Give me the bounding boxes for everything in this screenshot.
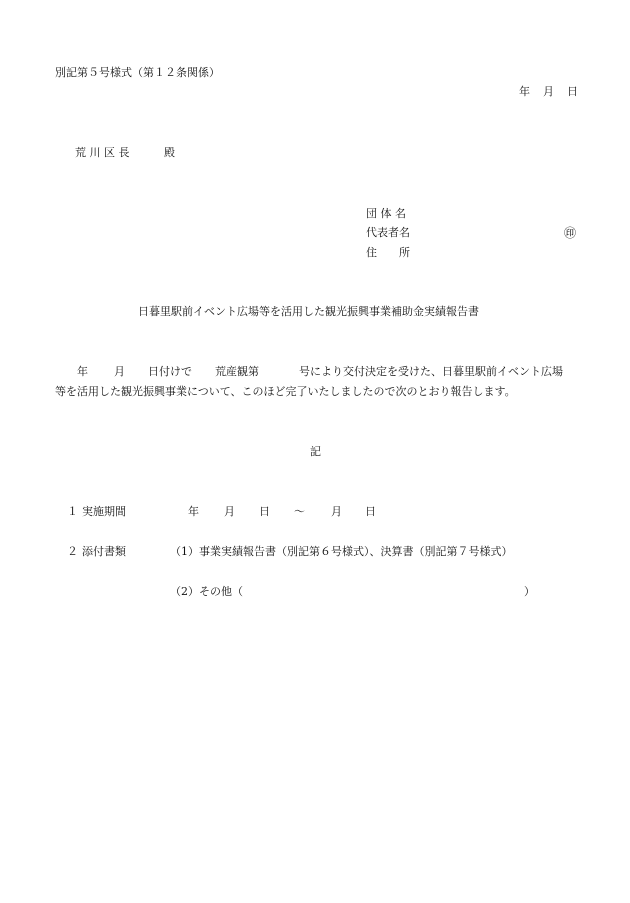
attachments-num: ２ [67,545,78,558]
period-month: 月 [224,505,235,518]
body-day: 日付けで [148,365,192,378]
period-year: 年 [188,505,199,518]
period-month2: 月 [331,505,342,518]
form-number: 別記第５号様式（第１２条関係） [55,66,220,79]
document-title: 日暮里駅前イベント広場等を活用した観光振興事業補助金実績報告書 [138,305,479,318]
body-ref: 荒産観第 [215,365,259,378]
attachments-sub1: （1）事業実績報告書（別記第６号様式）、決算書（別記第７号様式） [170,545,513,558]
seal-icon: ㊞ [564,226,577,240]
applicant-address-label: 住 所 [366,246,410,259]
addressee-name: 荒 川 区 長 [75,146,130,159]
addressee-honorific: 殿 [164,146,175,159]
attachments-label: 添付書類 [82,545,126,558]
date-month: 月 [543,85,554,98]
attachments-sub2-label: （2）その他（ [170,585,243,598]
body-rest: 号により交付決定を受けた、日暮里駅前イベント広場 [299,365,563,378]
date-day: 日 [567,85,578,98]
body-year: 年 [77,365,88,378]
applicant-rep-label: 代表者名 [366,226,410,239]
period-day2: 日 [365,505,376,518]
ki-heading: 記 [310,445,321,458]
period-label: 実施期間 [82,505,126,518]
body-month: 月 [114,365,125,378]
period-day: 日 [259,505,270,518]
period-tilde: 〜 [294,505,305,518]
body-line2: 等を活用した観光振興事業について、このほど完了いたしましたので次のとおり報告します。 [55,385,516,398]
date-year: 年 [519,85,530,98]
period-num: １ [67,505,78,518]
applicant-org-label: 団 体 名 [366,207,406,220]
attachments-sub2-close: ） [524,585,535,598]
